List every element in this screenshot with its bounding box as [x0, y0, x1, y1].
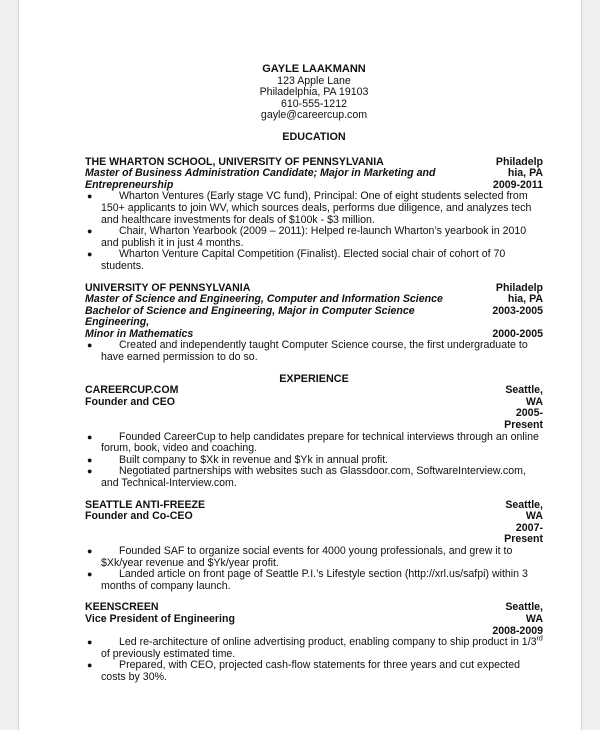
address-line-1: 123 Apple Lane — [277, 74, 351, 87]
school-name: UNIVERSITY OF PENNSYLVANIA — [85, 281, 251, 294]
years-cont: Present — [504, 419, 543, 432]
bullet-icon: ● — [87, 660, 93, 671]
document-page — [18, 0, 582, 730]
years: 2007- — [515, 521, 543, 534]
bullet-list — [85, 637, 543, 683]
years: 2003-2005 — [492, 304, 543, 317]
list-item: ● Founded CareerCup to help candidates prepare for technical interviews through an online forum, book, video and coaching. — [87, 430, 539, 455]
job-title: Founder and Co-CEO — [85, 510, 193, 523]
email: gayle@careercup.com — [260, 109, 368, 122]
education-penn — [85, 283, 543, 364]
candidate-name: GAYLE LAAKMANN — [262, 63, 366, 75]
location: Philadelp — [495, 155, 543, 168]
education-heading: EDUCATION — [282, 130, 346, 143]
job-title: Vice President of Engineering — [85, 612, 235, 625]
education-wharton — [85, 157, 543, 273]
bullet-icon: ● — [87, 545, 93, 556]
experience-heading: EXPERIENCE — [279, 372, 349, 385]
school-name: THE WHARTON SCHOOL, UNIVERSITY OF PENNSYLVANIA — [85, 155, 384, 168]
degree: Master of Business Administration Candidate; Major in Marketing and — [85, 167, 436, 180]
location: Seattle, — [505, 601, 543, 614]
degree: Bachelor of Science and Engineering, Major in Computer Science Engineering, — [85, 304, 415, 329]
years-cont: Present — [504, 533, 543, 546]
company-name: KEENSCREEN — [85, 601, 159, 614]
bullet-list — [85, 432, 543, 490]
company-name: CAREERCUP.COM — [85, 384, 179, 397]
company-name: SEATTLE ANTI-FREEZE — [85, 498, 206, 511]
location: Seattle, — [505, 384, 543, 397]
location-cont: WA — [525, 612, 543, 625]
list-item: ● Chair, Wharton Yearbook (2009 – 2011): Helped re-launch Wharton’s yearbook in 2010 and publish it in just 4 months. — [87, 225, 527, 249]
list-item: ● Negotiated partnerships with websites such as Glassdoor.com, SoftwareInterview.com, and Technical-Interview.com. — [87, 465, 526, 489]
experience-saf — [85, 500, 543, 593]
bullet-icon: ● — [87, 466, 93, 477]
bullet-list — [85, 546, 543, 592]
years: 2000-2005 — [492, 327, 543, 340]
phone: 610-555-1212 — [281, 97, 347, 110]
bullet-list — [85, 340, 543, 363]
list-item: ● Led re-architecture of online advertising product, enabling company to ship product in 1/3rd of previously estimated time. — [87, 635, 543, 660]
list-item: ● Landed article on front page of Seattle P.I.’s Lifestyle section (http://xrl.us/safpi) within 3 months of company launch. — [87, 568, 528, 592]
bullet-icon: ● — [87, 569, 93, 580]
location-cont: hia, PA — [507, 167, 543, 180]
location-cont: hia, PA — [507, 293, 543, 306]
experience-careercup — [85, 385, 543, 489]
degree-cont: Entrepreneurship — [85, 178, 174, 191]
location: Seattle, — [505, 498, 543, 511]
job-title: Founder and CEO — [85, 395, 176, 408]
years: 2009-2011 — [492, 178, 543, 191]
list-item: ● Built company to $Xk in revenue and $Yk in annual profit. — [87, 453, 389, 466]
list-item: ● Wharton Venture Capital Competition (Finalist). Elected social chair of cohort of 70 students. — [87, 248, 506, 272]
bullet-icon: ● — [87, 454, 93, 465]
degree: Master of Science and Engineering, Computer and Information Science — [85, 293, 443, 306]
resume-header — [85, 64, 543, 122]
bullet-icon: ● — [87, 249, 93, 260]
list-item: ● Prepared, with CEO, projected cash-flow statements for three years and cut expected costs by 30%. — [87, 659, 520, 683]
location-cont: WA — [525, 395, 543, 408]
bullet-icon: ● — [87, 431, 93, 442]
location: Philadelp — [495, 281, 543, 294]
list-item: ● Wharton Ventures (Early stage VC fund), Principal: One of eight students selected from 150+ applicants to join WV, which sources deals, performs due diligence, and analyzes tech and healthcare investments for deals of $100k - $3 million. — [87, 190, 532, 226]
bullet-icon: ● — [87, 226, 93, 237]
bullet-icon: ● — [87, 191, 93, 202]
years: 2005- — [515, 407, 543, 420]
list-item: ● Founded SAF to organize social events for 4000 young professionals, and grew it to $Xk/year revenue and $Yk/year profit. — [87, 544, 513, 569]
resume-content — [85, 64, 543, 684]
bullet-list — [85, 191, 543, 272]
minor: Minor in Mathematics — [85, 327, 194, 340]
list-item: ● Created and independently taught Computer Science course, the first undergraduate to have earned permission to do so. — [87, 339, 528, 364]
location-cont: WA — [525, 510, 543, 523]
bullet-icon: ● — [87, 340, 93, 351]
experience-keenscreen — [85, 602, 543, 683]
years: 2008-2009 — [492, 624, 543, 637]
address-line-2: Philadelphia, PA 19103 — [259, 86, 369, 99]
bullet-icon: ● — [87, 637, 93, 648]
